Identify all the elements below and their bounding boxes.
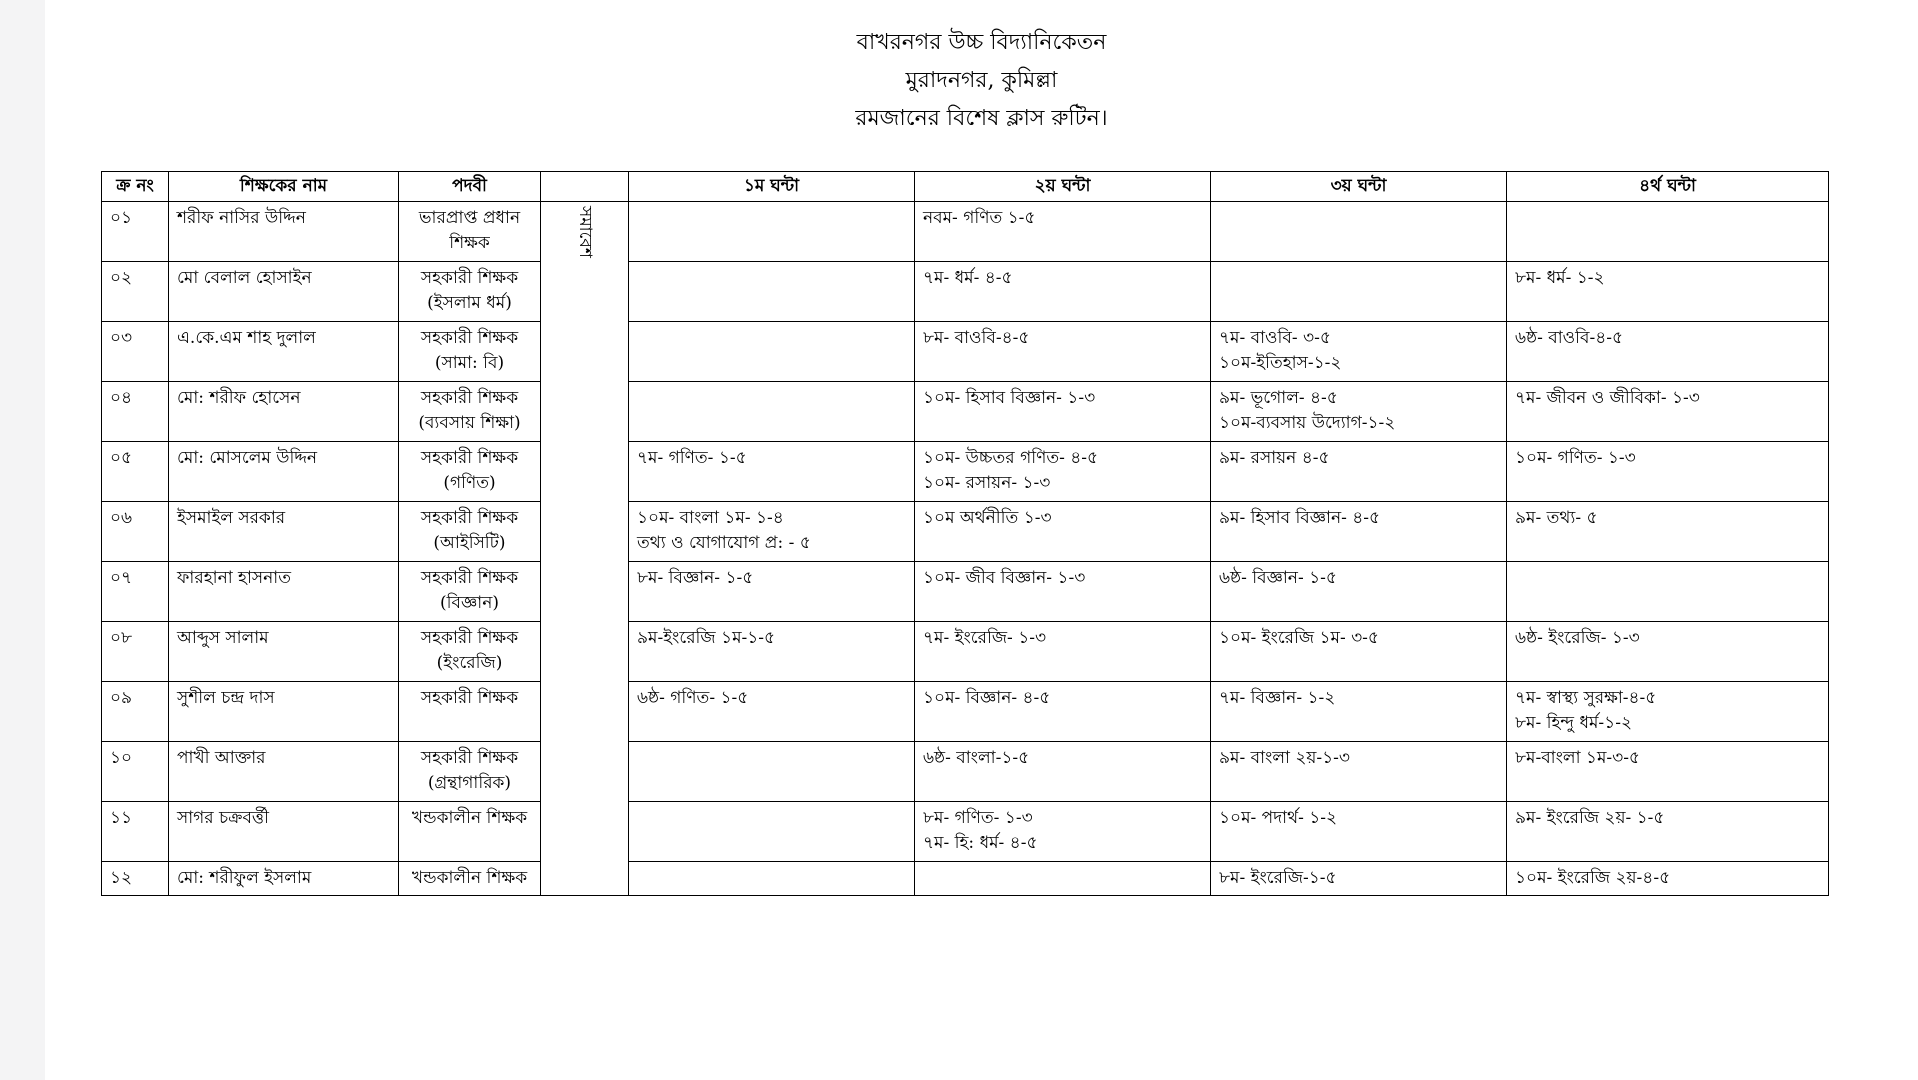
period-2-cell-line: ১০ম- হিসাব বিজ্ঞান- ১-৩	[923, 388, 1096, 408]
teacher-name-cell	[169, 742, 399, 802]
period-4-cell	[1507, 562, 1829, 622]
serial-cell-line: ০১	[110, 208, 133, 228]
period-2-cell	[915, 502, 1211, 562]
period-1-cell-line: ৭ম- গণিত- ১-৫	[637, 448, 747, 468]
header-period-1: ১ম ঘন্টা	[629, 172, 915, 202]
period-4-cell	[1507, 382, 1829, 442]
period-2-cell	[915, 802, 1211, 862]
serial-cell	[102, 502, 169, 562]
teacher-name-cell	[169, 802, 399, 862]
period-4-cell-line: ৮ম- ধর্ম- ১-২	[1515, 268, 1605, 288]
serial-cell	[102, 562, 169, 622]
period-3-cell	[1211, 622, 1507, 682]
table-row	[102, 742, 1829, 802]
period-4-cell	[1507, 202, 1829, 262]
period-3-cell	[1211, 442, 1507, 502]
period-4-cell	[1507, 742, 1829, 802]
routine-table	[101, 171, 1829, 896]
period-3-cell-line: ১০ম- পদার্থ- ১-২	[1219, 808, 1338, 828]
period-3-cell-line: ৯ম- হিসাব বিজ্ঞান- ৪-৫	[1219, 508, 1381, 528]
period-2-cell	[915, 382, 1211, 442]
table-row	[102, 682, 1829, 742]
period-3-cell	[1211, 562, 1507, 622]
designation-cell-line: (বিজ্ঞান)	[440, 593, 499, 613]
period-3-cell	[1211, 202, 1507, 262]
period-2-cell-line: ১০ম- উচ্চতর গণিত- ৪-৫	[923, 448, 1099, 468]
period-1-cell	[629, 262, 915, 322]
designation-cell-line: (আইসিটি)	[433, 533, 506, 553]
serial-cell-line: ০৭	[110, 568, 133, 588]
document-heading	[45, 0, 1918, 138]
table-row	[102, 862, 1829, 896]
designation-cell	[399, 382, 541, 442]
header-assembly	[541, 172, 629, 202]
period-2-cell	[915, 622, 1211, 682]
period-3-cell-line: ৭ম- বিজ্ঞান- ১-২	[1219, 688, 1336, 708]
period-4-cell-line: ৭ম- স্বাস্থ্য সুরক্ষা-৪-৫	[1515, 688, 1657, 708]
serial-cell-line: ০৮	[110, 628, 133, 648]
designation-cell	[399, 802, 541, 862]
period-4-cell	[1507, 322, 1829, 382]
teacher-name-cell	[169, 382, 399, 442]
period-2-cell-line: ৭ম- ইংরেজি- ১-৩	[923, 628, 1047, 648]
period-2-cell	[915, 562, 1211, 622]
period-2-cell-line: ৭ম- হি: ধর্ম- ৪-৫	[923, 833, 1038, 853]
serial-cell-line: ০৫	[110, 448, 133, 468]
serial-cell	[102, 802, 169, 862]
period-2-cell-line: ৬ষ্ঠ- বাংলা-১-৫	[923, 748, 1030, 768]
serial-cell	[102, 382, 169, 442]
teacher-name-cell-line: সাগর চক্রবর্ত্তী	[177, 808, 269, 828]
table-row	[102, 622, 1829, 682]
designation-cell-line: (ইংরেজি)	[436, 653, 503, 673]
designation-cell-line: (সামা: বি)	[434, 353, 505, 373]
period-3-cell-line: ১০ম- ইংরেজি ১ম- ৩-৫	[1219, 628, 1379, 648]
serial-cell	[102, 262, 169, 322]
designation-cell	[399, 502, 541, 562]
serial-cell-line: ০৩	[110, 328, 133, 348]
period-4-cell-line: ৯ম- তথ্য- ৫	[1515, 508, 1598, 528]
teacher-name-cell	[169, 322, 399, 382]
assembly-label: সমাবেশ	[575, 206, 595, 258]
period-1-cell	[629, 862, 915, 896]
header-serial: ক্র নং	[102, 172, 169, 202]
period-3-cell	[1211, 502, 1507, 562]
period-2-cell-line: ১০ম- জীব বিজ্ঞান- ১-৩	[923, 568, 1086, 588]
period-3-cell	[1211, 382, 1507, 442]
designation-cell-line: ভারপ্রাপ্ত প্রধান	[418, 208, 521, 228]
designation-cell-line: শিক্ষক	[449, 233, 490, 253]
period-4-cell	[1507, 862, 1829, 896]
designation-cell-line: সহকারী শিক্ষক	[420, 508, 519, 528]
teacher-name-cell-line: পাখী আক্তার	[177, 748, 266, 768]
serial-cell	[102, 682, 169, 742]
table-row	[102, 502, 1829, 562]
period-3-cell-line: ৮ম- ইংরেজি-১-৫	[1219, 868, 1337, 888]
designation-cell	[399, 622, 541, 682]
designation-cell	[399, 862, 541, 896]
period-1-cell	[629, 622, 915, 682]
table-row	[102, 382, 1829, 442]
period-3-cell-line: ১০ম-ব্যবসায় উদ্যোগ-১-২	[1219, 413, 1396, 433]
period-3-cell-line: ১০ম-ইতিহাস-১-২	[1219, 353, 1342, 373]
period-4-cell-line: ১০ম- ইংরেজি ২য়-৪-৫	[1515, 868, 1671, 888]
teacher-name-cell	[169, 622, 399, 682]
period-1-cell-line: ৯ম-ইংরেজি ১ম-১-৫	[637, 628, 776, 648]
period-3-cell-line: ৯ম- বাংলা ২য়-১-৩	[1219, 748, 1350, 768]
assembly-cell	[541, 202, 629, 896]
teacher-name-cell-line: আব্দুস সালাম	[177, 628, 269, 648]
header-period-2: ২য় ঘন্টা	[915, 172, 1211, 202]
table-row	[102, 442, 1829, 502]
designation-cell-line: সহকারী শিক্ষক	[420, 448, 519, 468]
designation-cell-line: (ইসলাম ধর্ম)	[427, 293, 512, 313]
period-2-cell-line: নবম- গণিত ১-৫	[923, 208, 1036, 228]
serial-cell	[102, 202, 169, 262]
period-1-cell	[629, 682, 915, 742]
designation-cell-line: সহকারী শিক্ষক	[420, 328, 519, 348]
period-4-cell-line: ৮ম- হিন্দু ধর্ম-১-২	[1515, 713, 1632, 733]
designation-cell	[399, 202, 541, 262]
period-2-cell-line: ১০ম- বিজ্ঞান- ৪-৫	[923, 688, 1051, 708]
table-row	[102, 562, 1829, 622]
serial-cell	[102, 322, 169, 382]
period-4-cell	[1507, 262, 1829, 322]
designation-cell-line: (ব্যবসায় শিক্ষা)	[418, 413, 521, 433]
period-3-cell	[1211, 802, 1507, 862]
table-row	[102, 322, 1829, 382]
routine-title: রমজানের বিশেষ ক্লাস রুটিন।	[855, 106, 1108, 131]
period-2-cell-line: ১০ম অর্থনীতি ১-৩	[923, 508, 1052, 528]
routine-body	[102, 202, 1829, 896]
designation-cell-line: সহকারী শিক্ষক	[420, 568, 519, 588]
period-1-cell	[629, 202, 915, 262]
period-4-cell-line: ৯ম- ইংরেজি ২য়- ১-৫	[1515, 808, 1665, 828]
designation-cell-line: সহকারী শিক্ষক	[420, 628, 519, 648]
period-4-cell-line: ৮ম-বাংলা ১ম-৩-৫	[1515, 748, 1640, 768]
teacher-name-cell-line: ইসমাইল সরকার	[177, 508, 286, 528]
period-2-cell	[915, 322, 1211, 382]
period-1-cell-line: ৮ম- বিজ্ঞান- ১-৫	[637, 568, 754, 588]
period-4-cell	[1507, 682, 1829, 742]
teacher-name-cell-line: মো: শরীফ হোসেন	[177, 388, 301, 408]
designation-cell	[399, 442, 541, 502]
period-1-cell	[629, 442, 915, 502]
designation-cell-line: সহকারী শিক্ষক	[420, 688, 519, 708]
period-4-cell-line: ১০ম- গণিত- ১-৩	[1515, 448, 1636, 468]
period-2-cell	[915, 262, 1211, 322]
document-page	[45, 0, 1918, 1080]
table-row	[102, 202, 1829, 262]
period-3-cell	[1211, 322, 1507, 382]
serial-cell	[102, 742, 169, 802]
table-row	[102, 802, 1829, 862]
period-2-cell-line: ১০ম- রসায়ন- ১-৩	[923, 473, 1051, 493]
period-2-cell	[915, 862, 1211, 896]
period-1-cell	[629, 502, 915, 562]
designation-cell-line: খন্ডকালীন শিক্ষক	[411, 808, 528, 828]
serial-cell-line: ০৬	[110, 508, 133, 528]
teacher-name-cell	[169, 202, 399, 262]
school-name: বাখরনগর উচ্চ বিদ্যানিকেতন	[856, 30, 1107, 55]
period-4-cell	[1507, 442, 1829, 502]
serial-cell-line: ০৪	[110, 388, 133, 408]
period-2-cell	[915, 442, 1211, 502]
teacher-name-cell	[169, 502, 399, 562]
period-2-cell	[915, 742, 1211, 802]
teacher-name-cell-line: মো: মোসলেম উদ্দিন	[177, 448, 318, 468]
period-4-cell-line: ৭ম- জীবন ও জীবিকা- ১-৩	[1515, 388, 1700, 408]
teacher-name-cell	[169, 562, 399, 622]
serial-cell-line: ১২	[110, 868, 133, 888]
designation-cell-line: (গ্রন্থাগারিক)	[427, 773, 512, 793]
period-4-cell	[1507, 802, 1829, 862]
period-4-cell-line: ৬ষ্ঠ- ইংরেজি- ১-৩	[1515, 628, 1640, 648]
period-1-cell	[629, 322, 915, 382]
teacher-name-cell	[169, 442, 399, 502]
period-3-cell-line: ৬ষ্ঠ- বিজ্ঞান- ১-৫	[1219, 568, 1337, 588]
period-2-cell	[915, 202, 1211, 262]
teacher-name-cell-line: সুশীল চন্দ্র দাস	[177, 688, 275, 708]
period-3-cell-line: ৯ম- ভূগোল- ৪-৫	[1219, 388, 1338, 408]
period-3-cell	[1211, 262, 1507, 322]
period-2-cell-line: ৮ম- গণিত- ১-৩	[923, 808, 1033, 828]
serial-cell-line: ১০	[110, 748, 133, 768]
period-4-cell-line: ৬ষ্ঠ- বাওবি-৪-৫	[1515, 328, 1624, 348]
serial-cell-line: ০২	[110, 268, 133, 288]
school-location: মুরাদনগর, কুমিল্লা	[905, 68, 1058, 93]
teacher-name-cell-line: শরীফ নাসির উদ্দিন	[177, 208, 306, 228]
period-2-cell-line: ৭ম- ধর্ম- ৪-৫	[923, 268, 1013, 288]
period-4-cell	[1507, 502, 1829, 562]
header-designation: পদবী	[399, 172, 541, 202]
period-1-cell-line: তথ্য ও যোগাযোগ প্র: - ৫	[637, 533, 811, 553]
serial-cell-line: ১১	[110, 808, 133, 828]
serial-cell-line: ০৯	[110, 688, 133, 708]
period-3-cell	[1211, 682, 1507, 742]
table-row	[102, 262, 1829, 322]
period-1-cell	[629, 742, 915, 802]
period-3-cell	[1211, 862, 1507, 896]
teacher-name-cell-line: মো: শরীফুল ইসলাম	[177, 868, 312, 888]
period-3-cell-line: ৯ম- রসায়ন ৪-৫	[1219, 448, 1330, 468]
teacher-name-cell-line: ফারহানা হাসনাত	[177, 568, 291, 588]
designation-cell-line: সহকারী শিক্ষক	[420, 268, 519, 288]
teacher-name-cell	[169, 262, 399, 322]
designation-cell-line: খন্ডকালীন শিক্ষক	[411, 868, 528, 888]
designation-cell	[399, 262, 541, 322]
designation-cell	[399, 742, 541, 802]
period-3-cell-line: ৭ম- বাওবি- ৩-৫	[1219, 328, 1331, 348]
designation-cell-line: সহকারী শিক্ষক	[420, 748, 519, 768]
header-period-3: ৩য় ঘন্টা	[1211, 172, 1507, 202]
period-2-cell	[915, 682, 1211, 742]
teacher-name-cell-line: মো বেলাল হোসাইন	[177, 268, 312, 288]
designation-cell	[399, 322, 541, 382]
serial-cell	[102, 442, 169, 502]
period-1-cell	[629, 562, 915, 622]
serial-cell	[102, 862, 169, 896]
teacher-name-cell-line: এ.কে.এম শাহ দুলাল	[177, 328, 316, 348]
teacher-name-cell	[169, 682, 399, 742]
period-1-cell-line: ১০ম- বাংলা ১ম- ১-৪	[637, 508, 784, 528]
period-1-cell-line: ৬ষ্ঠ- গণিত- ১-৫	[637, 688, 749, 708]
header-period-4: ৪র্থ ঘন্টা	[1507, 172, 1829, 202]
period-2-cell-line: ৮ম- বাওবি-৪-৫	[923, 328, 1030, 348]
period-1-cell	[629, 382, 915, 442]
header-teacher-name: শিক্ষকের নাম	[169, 172, 399, 202]
serial-cell	[102, 622, 169, 682]
designation-cell-line: সহকারী শিক্ষক	[420, 388, 519, 408]
table-header-row	[102, 172, 1829, 202]
designation-cell-line: (গণিত)	[443, 473, 496, 493]
period-1-cell	[629, 802, 915, 862]
teacher-name-cell	[169, 862, 399, 896]
designation-cell	[399, 562, 541, 622]
designation-cell	[399, 682, 541, 742]
period-3-cell	[1211, 742, 1507, 802]
period-4-cell	[1507, 622, 1829, 682]
